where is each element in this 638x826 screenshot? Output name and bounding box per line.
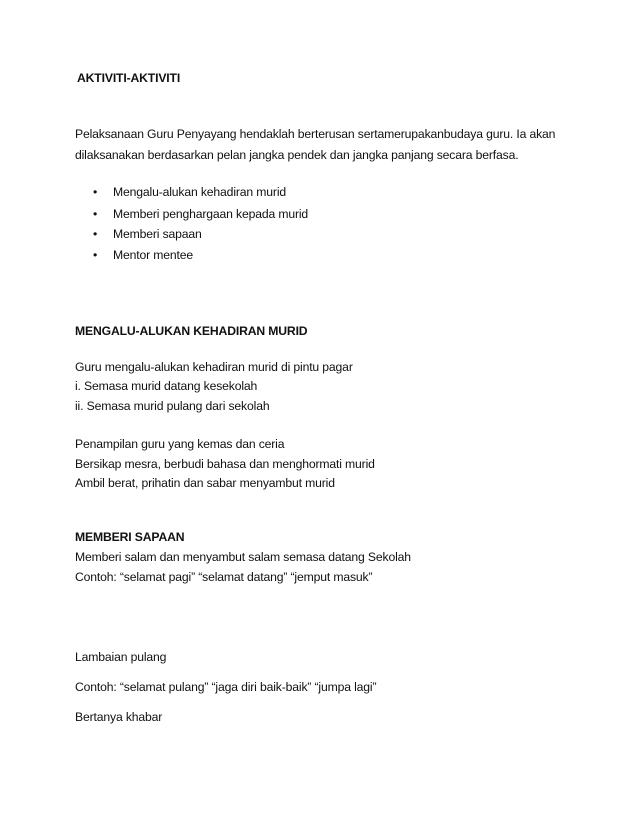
intro-paragraph-line-2: dilaksanakan berdasarkan pelan jangka pendek dan jangka panjang secara berfasa.: [75, 148, 519, 162]
heading-mengalu-alukan: MENGALU-ALUKAN KEHADIRAN MURID: [75, 324, 308, 338]
bullet-text: Memberi penghargaan kepada murid: [113, 207, 309, 221]
bertanya-khabar: Bertanya khabar: [75, 710, 163, 724]
sapaan-line-1: Memberi salam dan menyambut salam semasa datang Sekolah: [75, 550, 411, 564]
bullet-item: [93, 186, 286, 198]
lambaian-pulang: Lambaian pulang: [75, 650, 167, 664]
heading-aktiviti: AKTIVITI-AKTIVITI: [77, 71, 181, 85]
bullet-icon: •: [93, 207, 98, 221]
mengalu-line-5: Bersikap mesra, berbudi bahasa dan menghormati murid: [75, 457, 375, 471]
mengalu-line-1: Guru mengalu-alukan kehadiran murid di pintu pagar: [75, 360, 353, 374]
mengalu-line-2: i. Semasa murid datang kesekolah: [75, 379, 258, 393]
mengalu-line-4: Penampilan guru yang kemas dan ceria: [75, 437, 285, 451]
bullet-text: Mentor mentee: [113, 248, 194, 262]
mengalu-line-6: Ambil berat, prihatin dan sabar menyambut murid: [75, 476, 335, 490]
contoh-pulang: Contoh: “selamat pulang” “jaga diri baik-baik” “jumpa lagi”: [75, 680, 377, 694]
sapaan-line-2: Contoh: “selamat pagi” “selamat datang” “jemput masuk”: [75, 570, 373, 584]
heading-memberi-sapaan: MEMBERI SAPAAN: [75, 530, 185, 544]
bullet-item: [93, 208, 308, 220]
bullet-icon: •: [93, 227, 98, 241]
intro-paragraph-line-1: Pelaksanaan Guru Penyayang hendaklah berterusan sertamerupakanbudaya guru. Ia akan: [75, 127, 556, 141]
bullet-icon: •: [93, 185, 98, 199]
bullet-text: Memberi sapaan: [113, 227, 202, 241]
mengalu-line-3: ii. Semasa murid pulang dari sekolah: [75, 399, 270, 413]
bullet-item: [93, 228, 202, 240]
bullet-text: Mengalu-alukan kehadiran murid: [113, 185, 286, 199]
bullet-icon: •: [93, 248, 98, 262]
bullet-item: [93, 249, 193, 261]
